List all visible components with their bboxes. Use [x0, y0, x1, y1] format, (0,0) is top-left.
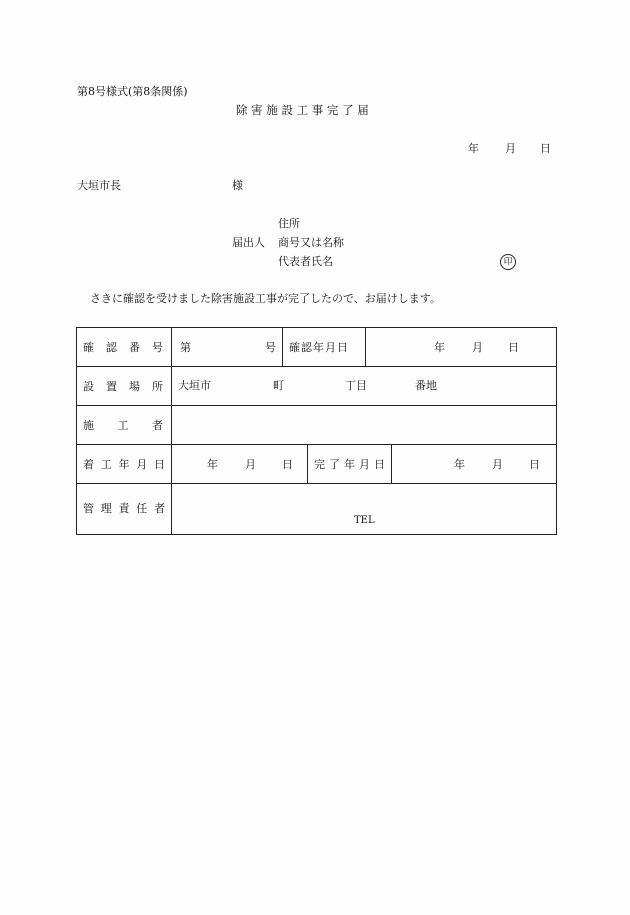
applicant-label: 届出人	[232, 236, 265, 249]
date-year: 年	[434, 341, 445, 354]
confirmation-date-field[interactable]	[365, 328, 556, 366]
label-char: 年	[344, 458, 355, 471]
label-char: 工	[100, 458, 112, 471]
label-char: 者	[154, 502, 165, 515]
label-char: 完	[314, 458, 325, 471]
row-manager	[77, 484, 557, 535]
label-char: 確	[83, 341, 94, 354]
label-char: 理	[100, 502, 112, 515]
date-year: 年	[207, 458, 218, 471]
manager-field[interactable]	[172, 484, 557, 535]
date-year: 年	[468, 142, 479, 155]
addressee-mayor: 大垣市長	[77, 179, 121, 192]
row-installation-location	[77, 367, 557, 406]
confirmation-number-cell[interactable]	[172, 328, 557, 367]
installation-location-field[interactable]	[172, 367, 557, 406]
date-month: 月	[492, 458, 503, 471]
applicant-representative-label: 代表者氏名	[278, 255, 333, 268]
tel-label: TEL	[354, 515, 375, 526]
contractor-field[interactable]	[172, 406, 557, 445]
label-char: 管	[83, 502, 94, 515]
confirmation-date-label-text: 確認年月日	[289, 341, 349, 354]
label-char: 任	[136, 502, 148, 515]
statement: さきに確認を受けました除害施設工事が完了したので、お届けします。	[90, 292, 441, 305]
date-year: 年	[454, 458, 465, 471]
label-char: 月	[136, 458, 148, 471]
date-day: 日	[282, 458, 293, 471]
confirmation-date-label	[282, 328, 365, 366]
date-month: 月	[472, 341, 483, 354]
confirmation-number-field[interactable]	[172, 328, 282, 366]
row-construction-dates	[77, 445, 557, 484]
label-char: 認	[106, 341, 117, 354]
label-char: 号	[152, 341, 163, 354]
location-town: 町	[273, 379, 284, 392]
label-char: 日	[154, 458, 165, 471]
start-date-field[interactable]	[172, 445, 307, 483]
addressee-honorific: 様	[232, 179, 243, 192]
row-contractor	[77, 406, 557, 445]
number-prefix: 第	[180, 341, 191, 354]
row-confirmation-number	[77, 328, 557, 367]
label-char: 所	[152, 380, 163, 393]
date-day: 日	[508, 341, 519, 354]
label-char: 番	[129, 341, 140, 354]
label-char: 年	[118, 458, 130, 471]
construction-dates-cell[interactable]	[172, 445, 557, 484]
installation-location-label	[77, 367, 172, 406]
label-char: 日	[374, 458, 385, 471]
date-month: 月	[245, 458, 256, 471]
label-char: 了	[329, 458, 340, 471]
completion-date-label	[307, 445, 391, 483]
label-char: 場	[129, 380, 140, 393]
location-banchi: 番地	[415, 379, 437, 392]
date-month: 月	[505, 142, 516, 155]
label-char: 置	[106, 380, 117, 393]
seal-mark: 印	[500, 254, 516, 270]
date-day: 日	[529, 458, 540, 471]
start-date-label	[77, 445, 172, 484]
completion-form-table	[76, 327, 557, 535]
label-char: 施	[83, 419, 94, 432]
label-char: 月	[359, 458, 370, 471]
label-char: 設	[83, 380, 94, 393]
form-number: 第8号様式(第8条関係)	[77, 85, 188, 98]
label-char: 工	[117, 419, 129, 432]
location-chome: 丁目	[345, 379, 367, 392]
location-city: 大垣市	[178, 379, 211, 392]
page-title: 除 害 施 設 工 事 完 了 届	[236, 103, 369, 117]
label-char: 者	[152, 419, 163, 432]
completion-date-field[interactable]	[391, 445, 556, 483]
contractor-label	[77, 406, 172, 445]
applicant-trade-name-label: 商号又は名称	[278, 236, 344, 249]
label-char: 着	[83, 458, 94, 471]
confirmation-number-label	[77, 328, 172, 367]
applicant-address-label: 住所	[278, 217, 300, 230]
number-suffix: 号	[265, 341, 276, 354]
label-char: 責	[118, 502, 130, 515]
manager-label	[77, 484, 172, 535]
date-day: 日	[540, 142, 551, 155]
